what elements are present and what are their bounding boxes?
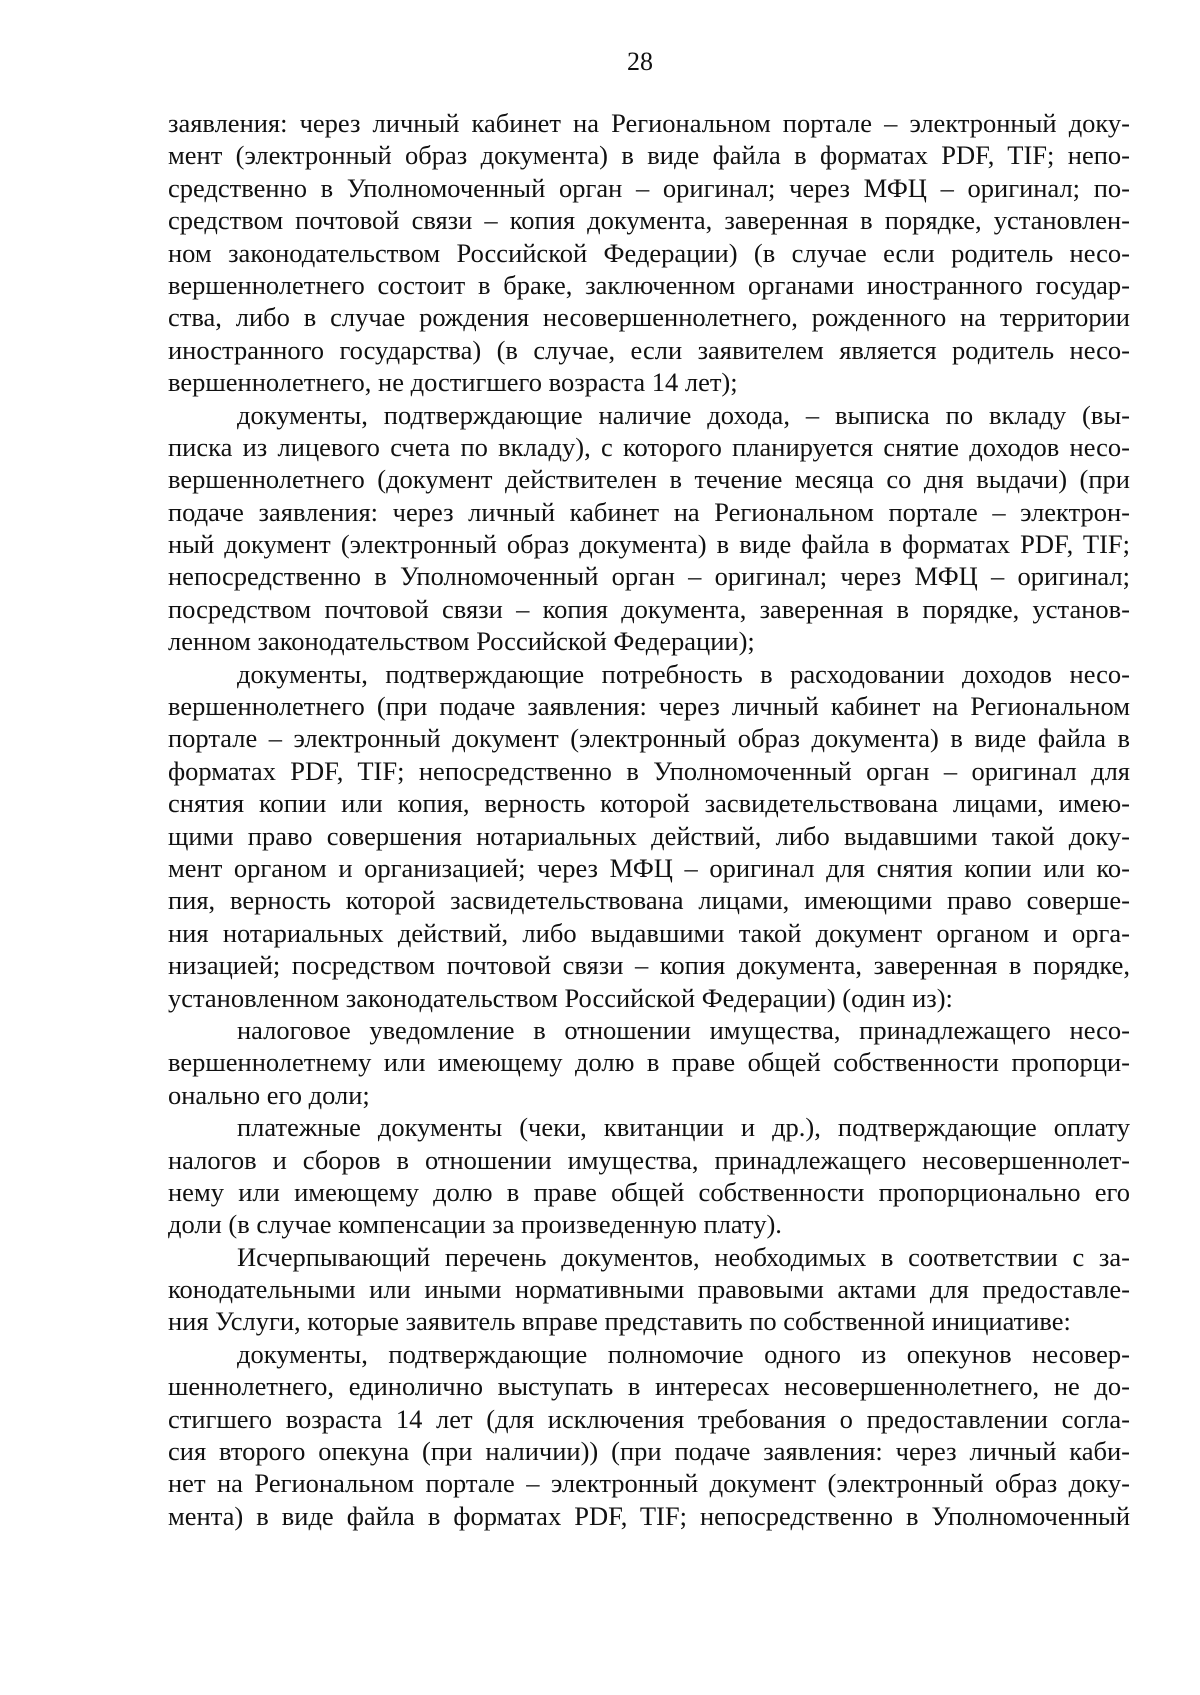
text-line: стигшего возраста 14 лет (для исключения требования о предоставлении согла-	[168, 1403, 1130, 1434]
text-line: низацией; посредством почтовой связи – копия документа, заверенная в порядке,	[168, 950, 1130, 981]
text-line: шеннолетнего, единолично выступать в интересах несовершеннолетнего, не до-	[168, 1371, 1130, 1402]
text-line: щими право совершения нотариальных действий, либо выдавшими такой доку-	[168, 820, 1130, 851]
text-line: нет на Региональном портале – электронный документ (электронный образ доку-	[168, 1468, 1130, 1499]
text-line: онально его доли;	[168, 1079, 370, 1110]
text-line: писка из лицевого счета по вкладу), с которого планируется снятие доходов несо-	[168, 431, 1130, 462]
text-line: пия, верность которой засвидетельствована лицами, имеющими право соверше-	[168, 885, 1130, 916]
text-line: ства, либо в случае рождения несовершеннолетнего, рожденного на территории	[168, 302, 1130, 333]
page-number: 28	[627, 47, 653, 76]
text-line: мент органом и организацией; через МФЦ – оригинал для снятия копии или ко-	[168, 852, 1130, 883]
document-body	[168, 107, 1130, 1532]
text-line: вершеннолетнего, не достигшего возраста 14 лет);	[168, 367, 738, 398]
text-line: подаче заявления: через личный кабинет на Региональном портале – электрон-	[168, 496, 1130, 527]
text-line: ленном законодательством Российской Федерации);	[168, 626, 755, 657]
text-line: вершеннолетнего (документ действителен в течение месяца со дня выдачи) (при	[168, 464, 1130, 495]
text-line: мента) в виде файла в форматах PDF, TIF; непосредственно в Уполномоченный	[168, 1500, 1130, 1531]
text-line: форматах PDF, TIF; непосредственно в Уполномоченный орган – оригинал для	[168, 755, 1130, 786]
text-line: документы, подтверждающие наличие дохода, – выписка по вкладу (вы-	[237, 399, 1130, 430]
text-line: документы, подтверждающие полномочие одного из опекунов несовер-	[237, 1338, 1130, 1369]
text-line: ния Услуги, которые заявитель вправе представить по собственной инициативе:	[168, 1306, 1071, 1337]
text-line: вершеннолетнего (при подаче заявления: через личный кабинет на Региональном	[168, 691, 1130, 722]
text-line: снятия копии или копия, верность которой засвидетельствована лицами, имею-	[168, 788, 1130, 819]
text-line: документы, подтверждающие потребность в расходовании доходов несо-	[237, 658, 1130, 689]
text-line: средственно в Уполномоченный орган – оригинал; через МФЦ – оригинал; по-	[168, 172, 1130, 203]
text-line: вершеннолетнему или имеющему долю в праве общей собственности пропорци-	[168, 1047, 1130, 1078]
text-line: ния нотариальных действий, либо выдавшими такой документ органом и орга-	[168, 917, 1130, 948]
text-line: заявления: через личный кабинет на Региональном портале – электронный доку-	[168, 108, 1130, 138]
text-line: доли (в случае компенсации за произведенную плату).	[168, 1209, 782, 1240]
text-line: конодательными или иными нормативными правовыми актами для предоставле-	[168, 1274, 1130, 1305]
text-line: средством почтовой связи – копия документа, заверенная в порядке, установлен-	[168, 205, 1130, 236]
text-line: ном законодательством Российской Федерации) (в случае если родитель несо-	[168, 237, 1130, 268]
text-line: непосредственно в Уполномоченный орган – оригинал; через МФЦ – оригинал;	[168, 561, 1130, 592]
text-line: мент (электронный образ документа) в виде файла в форматах PDF, TIF; непо-	[168, 140, 1130, 171]
text-line: сия второго опекуна (при наличии)) (при подаче заявления: через личный каби-	[168, 1436, 1130, 1467]
text-line: портале – электронный документ (электронный образ документа) в виде файла в	[168, 723, 1130, 754]
text-line: налогов и сборов в отношении имущества, принадлежащего несовершеннолет-	[168, 1144, 1130, 1175]
text-line: вершеннолетнего состоит в браке, заключенном органами иностранного государ-	[168, 269, 1130, 300]
text-line: платежные документы (чеки, квитанции и др.), подтверждающие оплату	[237, 1112, 1130, 1143]
text-line: ный документ (электронный образ документа) в виде файла в форматах PDF, TIF;	[168, 529, 1130, 560]
text-line: Исчерпывающий перечень документов, необходимых в соответствии с за-	[237, 1241, 1130, 1272]
text-line: посредством почтовой связи – копия документа, заверенная в порядке, установ-	[168, 593, 1130, 624]
text-line: нему или имеющему долю в праве общей собственности пропорционально его	[168, 1176, 1130, 1207]
text-line: иностранного государства) (в случае, если заявителем является родитель несо-	[168, 334, 1130, 365]
text-line: установленном законодательством Российской Федерации) (один из):	[168, 982, 953, 1013]
text-line: налоговое уведомление в отношении имущества, принадлежащего несо-	[237, 1014, 1130, 1045]
